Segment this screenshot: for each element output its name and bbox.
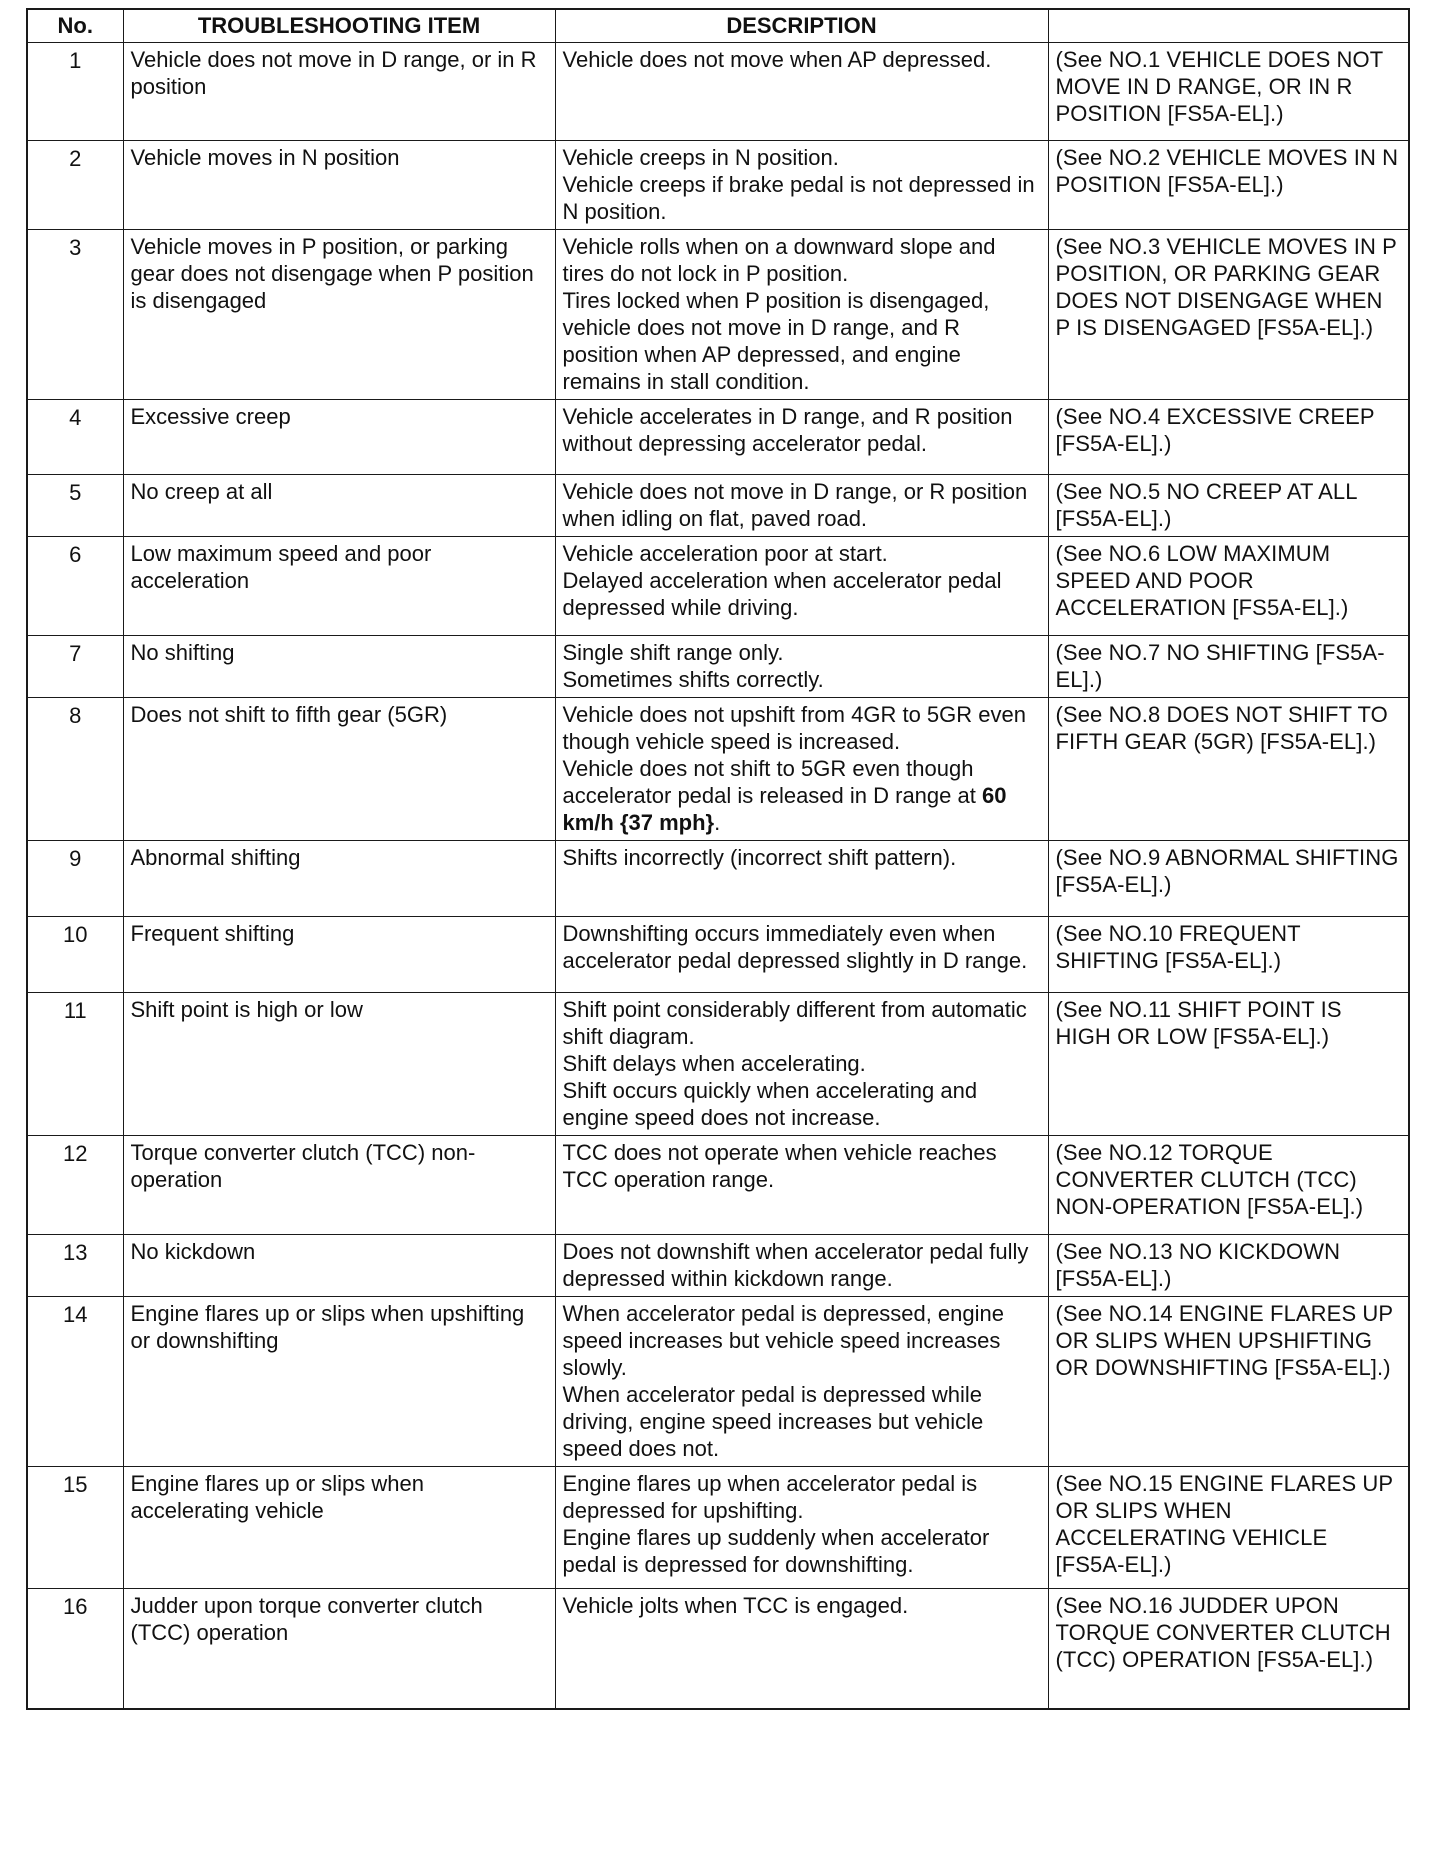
description-line: Shift delays when accelerating. — [562, 1051, 866, 1076]
description — [555, 841, 1048, 917]
troubleshooting-item: Does not shift to fifth gear (5GR) — [123, 698, 555, 841]
troubleshooting-item: Judder upon torque converter clutch (TCC) operation — [123, 1589, 555, 1709]
troubleshooting-item: No kickdown — [123, 1235, 555, 1297]
row-number: 16 — [27, 1589, 123, 1709]
reference-link[interactable]: (See NO.10 FREQUENT SHIFTING [FS5A-EL].) — [1048, 917, 1409, 993]
reference-link[interactable]: (See NO.3 VEHICLE MOVES IN P POSITION, OR PARKING GEAR DOES NOT DISENGAGE WHEN P IS DISENGAGED [FS5A-EL].) — [1048, 230, 1409, 400]
description — [555, 993, 1048, 1136]
description — [555, 230, 1048, 400]
row-number: 8 — [27, 698, 123, 841]
table-row — [27, 230, 1409, 400]
reference-link[interactable]: (See NO.11 SHIFT POINT IS HIGH OR LOW [FS5A-EL].) — [1048, 993, 1409, 1136]
description-line: Vehicle does not move when AP depressed. — [562, 47, 992, 72]
description-line: Vehicle creeps in N position. — [562, 145, 839, 170]
table-row — [27, 43, 1409, 141]
description-line: Vehicle creeps if brake pedal is not depressed in N position. — [562, 172, 1035, 224]
reference-link[interactable]: (See NO.12 TORQUE CONVERTER CLUTCH (TCC) NON-OPERATION [FS5A-EL].) — [1048, 1136, 1409, 1235]
table-row — [27, 636, 1409, 698]
troubleshooting-item: No shifting — [123, 636, 555, 698]
description — [555, 475, 1048, 537]
row-number: 10 — [27, 917, 123, 993]
troubleshooting-item: Torque converter clutch (TCC) non-operation — [123, 1136, 555, 1235]
description — [555, 1467, 1048, 1589]
header-description: DESCRIPTION — [555, 9, 1048, 43]
row-number: 1 — [27, 43, 123, 141]
row-number: 9 — [27, 841, 123, 917]
table-row — [27, 1235, 1409, 1297]
description-line: Vehicle acceleration poor at start. — [562, 541, 888, 566]
row-number: 3 — [27, 230, 123, 400]
troubleshooting-item: Engine flares up or slips when accelerating vehicle — [123, 1467, 555, 1589]
description-line: Downshifting occurs immediately even when accelerator pedal depressed slightly in D range. — [562, 921, 1028, 973]
description — [555, 1589, 1048, 1709]
description — [555, 537, 1048, 636]
troubleshooting-document — [26, 8, 1408, 1710]
troubleshooting-item: Low maximum speed and poor acceleration — [123, 537, 555, 636]
description-line: When accelerator pedal is depressed, engine speed increases but vehicle speed increases slowly. — [562, 1301, 1004, 1380]
troubleshooting-item: Vehicle moves in N position — [123, 141, 555, 230]
header-no: No. — [27, 9, 123, 43]
reference-link[interactable]: (See NO.14 ENGINE FLARES UP OR SLIPS WHEN UPSHIFTING OR DOWNSHIFTING [FS5A-EL].) — [1048, 1297, 1409, 1467]
description-line: Engine flares up when accelerator pedal is depressed for upshifting. — [562, 1471, 978, 1523]
header-reference — [1048, 9, 1409, 43]
reference-link[interactable]: (See NO.7 NO SHIFTING [FS5A-EL].) — [1048, 636, 1409, 698]
troubleshooting-table — [26, 8, 1410, 1710]
table-row — [27, 841, 1409, 917]
troubleshooting-item: Abnormal shifting — [123, 841, 555, 917]
description-line: Vehicle jolts when TCC is engaged. — [562, 1593, 909, 1618]
reference-link[interactable]: (See NO.13 NO KICKDOWN [FS5A-EL].) — [1048, 1235, 1409, 1297]
table-row — [27, 1589, 1409, 1709]
reference-link[interactable]: (See NO.16 JUDDER UPON TORQUE CONVERTER CLUTCH (TCC) OPERATION [FS5A-EL].) — [1048, 1589, 1409, 1709]
table-row — [27, 141, 1409, 230]
row-number: 12 — [27, 1136, 123, 1235]
table-row — [27, 698, 1409, 841]
table-row — [27, 475, 1409, 537]
reference-link[interactable]: (See NO.6 LOW MAXIMUM SPEED AND POOR ACCELERATION [FS5A-EL].) — [1048, 537, 1409, 636]
table-row — [27, 1297, 1409, 1467]
speed-value: 60 km/h {37 mph} — [562, 783, 1007, 835]
description-line: Engine flares up suddenly when accelerator pedal is depressed for downshifting. — [562, 1525, 990, 1577]
row-number: 5 — [27, 475, 123, 537]
description-line: Delayed acceleration when accelerator pedal depressed while driving. — [562, 568, 1002, 620]
reference-link[interactable]: (See NO.4 EXCESSIVE CREEP [FS5A-EL].) — [1048, 400, 1409, 475]
troubleshooting-item: Shift point is high or low — [123, 993, 555, 1136]
reference-link[interactable]: (See NO.8 DOES NOT SHIFT TO FIFTH GEAR (5GR) [FS5A-EL].) — [1048, 698, 1409, 841]
description-tail: . — [714, 810, 721, 835]
table-row — [27, 993, 1409, 1136]
reference-link[interactable]: (See NO.15 ENGINE FLARES UP OR SLIPS WHEN ACCELERATING VEHICLE [FS5A-EL].) — [1048, 1467, 1409, 1589]
header-troubleshooting-item: TROUBLESHOOTING ITEM — [123, 9, 555, 43]
row-number: 15 — [27, 1467, 123, 1589]
description — [555, 1136, 1048, 1235]
description-line: Shift point considerably different from automatic shift diagram. — [562, 997, 1027, 1049]
description-line: Vehicle does not upshift from 4GR to 5GR even though vehicle speed is increased. — [562, 702, 1026, 754]
troubleshooting-item: Vehicle does not move in D range, or in R position — [123, 43, 555, 141]
description-line: Vehicle rolls when on a downward slope and tires do not lock in P position. — [562, 234, 996, 286]
row-number: 6 — [27, 537, 123, 636]
description — [555, 400, 1048, 475]
description — [555, 917, 1048, 993]
description-line — [563, 755, 1041, 836]
troubleshooting-item: No creep at all — [123, 475, 555, 537]
table-row — [27, 1467, 1409, 1589]
description — [555, 141, 1048, 230]
description — [555, 1235, 1048, 1297]
description-line: Sometimes shifts correctly. — [562, 667, 824, 692]
row-number: 7 — [27, 636, 123, 698]
description-line: Vehicle does not move in D range, or R position when idling on flat, paved road. — [562, 479, 1028, 531]
row-number: 14 — [27, 1297, 123, 1467]
description-line: Does not downshift when accelerator pedal fully depressed within kickdown range. — [562, 1239, 1029, 1291]
table-row — [27, 1136, 1409, 1235]
table-row — [27, 537, 1409, 636]
description-line: Shift occurs quickly when accelerating and engine speed does not increase. — [562, 1078, 978, 1130]
reference-link[interactable]: (See NO.5 NO CREEP AT ALL [FS5A-EL].) — [1048, 475, 1409, 537]
description-line: Shifts incorrectly (incorrect shift pattern). — [562, 845, 957, 870]
table-header-row — [27, 9, 1409, 43]
description — [555, 698, 1048, 841]
row-number: 4 — [27, 400, 123, 475]
troubleshooting-item: Vehicle moves in P position, or parking gear does not disengage when P position is disengaged — [123, 230, 555, 400]
row-number: 2 — [27, 141, 123, 230]
description-line: TCC does not operate when vehicle reaches TCC operation range. — [562, 1140, 997, 1192]
description — [555, 43, 1048, 141]
description-line: Tires locked when P position is disengaged, vehicle does not move in D range, and R position when AP depressed, and engine remains in stall condition. — [562, 288, 990, 394]
description-line: Vehicle accelerates in D range, and R position without depressing accelerator pedal. — [562, 404, 1013, 456]
troubleshooting-item: Frequent shifting — [123, 917, 555, 993]
table-row — [27, 400, 1409, 475]
troubleshooting-item: Excessive creep — [123, 400, 555, 475]
reference-link[interactable]: (See NO.1 VEHICLE DOES NOT MOVE IN D RANGE, OR IN R POSITION [FS5A-EL].) — [1048, 43, 1409, 141]
description-line: Single shift range only. — [562, 640, 784, 665]
row-number: 11 — [27, 993, 123, 1136]
troubleshooting-item: Engine flares up or slips when upshifting or downshifting — [123, 1297, 555, 1467]
description-text: Vehicle does not shift to 5GR even though accelerator pedal is released in D range at — [562, 756, 976, 808]
table-row — [27, 917, 1409, 993]
description-line: When accelerator pedal is depressed while driving, engine speed increases but vehicle speed does not. — [562, 1382, 984, 1461]
reference-link[interactable]: (See NO.9 ABNORMAL SHIFTING [FS5A-EL].) — [1048, 841, 1409, 917]
description — [555, 636, 1048, 698]
description — [555, 1297, 1048, 1467]
row-number: 13 — [27, 1235, 123, 1297]
reference-link[interactable]: (See NO.2 VEHICLE MOVES IN N POSITION [FS5A-EL].) — [1048, 141, 1409, 230]
